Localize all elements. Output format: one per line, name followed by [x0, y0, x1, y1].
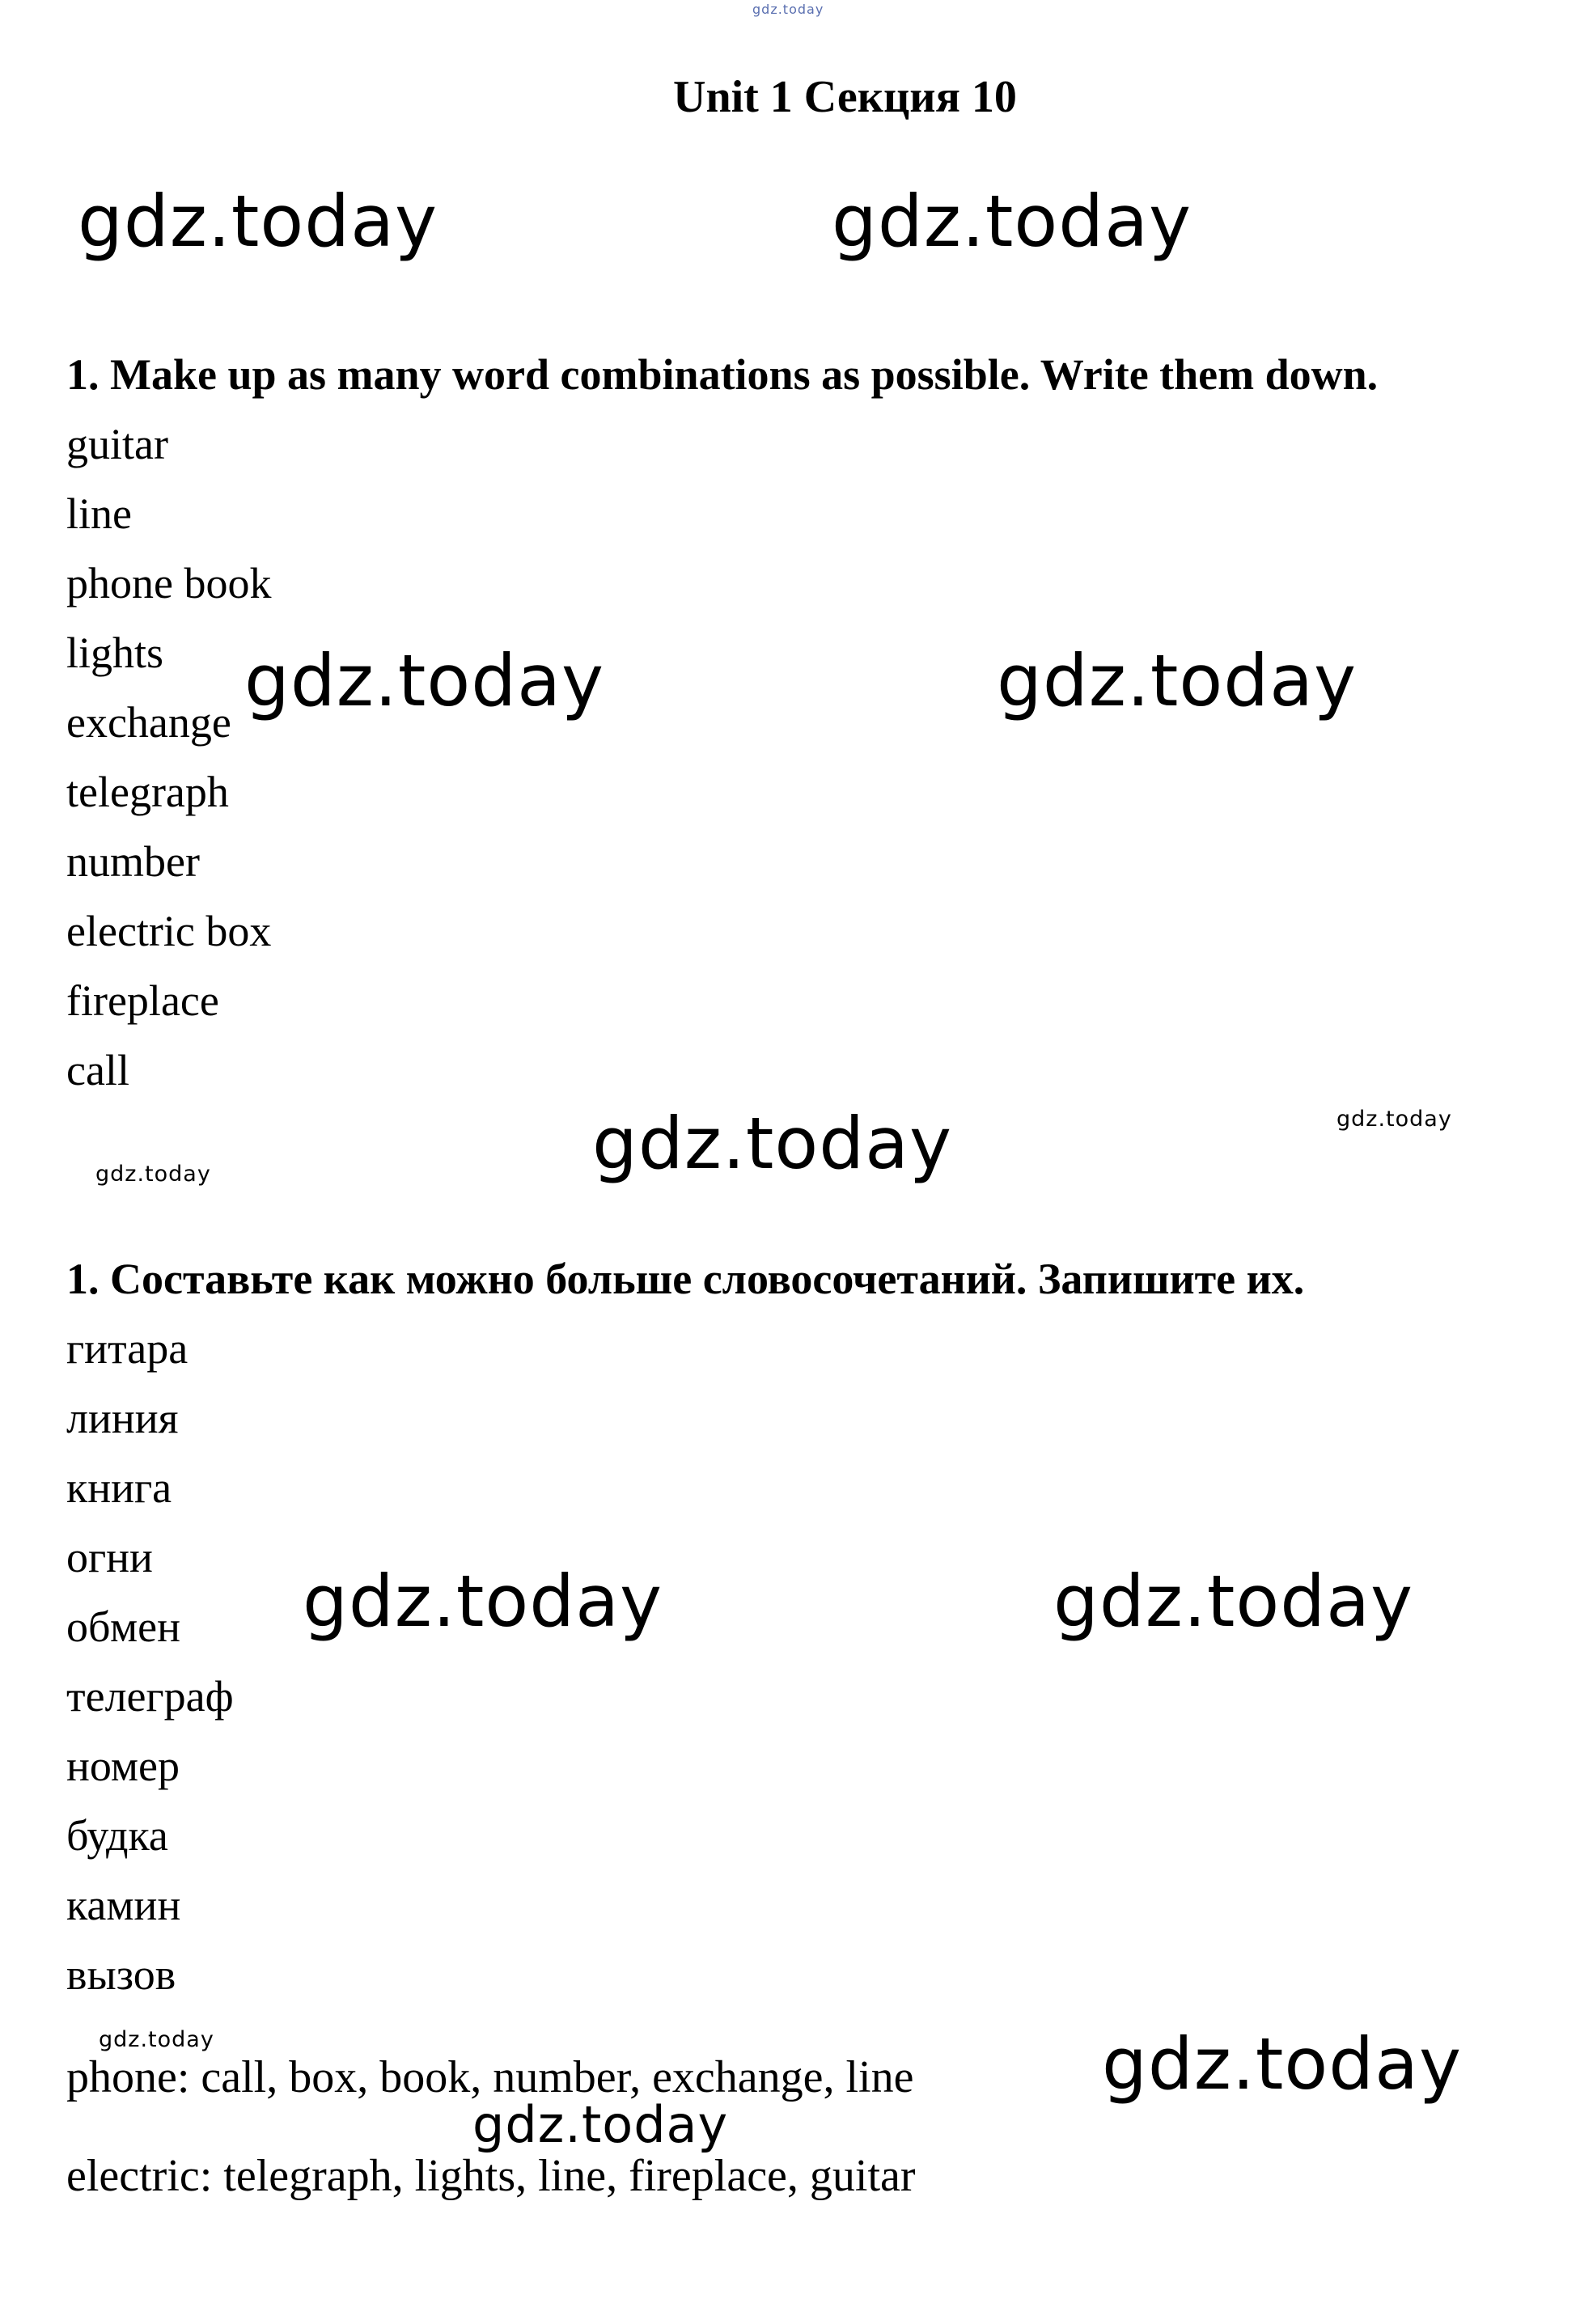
- watermark: gdz.today: [592, 1102, 953, 1185]
- word-item: call: [66, 1046, 129, 1094]
- word-item: камин: [66, 1881, 181, 1929]
- word-item: гитара: [66, 1324, 188, 1373]
- answer-line-phone: phone: call, box, book, number, exchange, line: [66, 2052, 914, 2102]
- word-item: exchange: [66, 698, 231, 747]
- word-item: вызов: [66, 1950, 176, 1999]
- watermark: gdz.today: [1102, 2022, 1463, 2106]
- task-instruction-en: 1. Make up as many word combinations as possible. Write them down.: [66, 350, 1379, 399]
- answer-line-electric: electric: telegraph, lights, line, fireplace, guitar: [66, 2151, 916, 2201]
- word-item: telegraph: [66, 768, 229, 816]
- word-item: guitar: [66, 420, 168, 468]
- task-instruction-ru: 1. Составьте как можно больше словосочетаний. Запишите их.: [66, 1255, 1305, 1303]
- word-item: phone book: [66, 559, 272, 607]
- word-item: книга: [66, 1463, 172, 1512]
- top-watermark: gdz.today: [752, 2, 824, 17]
- watermark: gdz.today: [832, 180, 1192, 263]
- word-item: телеграф: [66, 1672, 234, 1721]
- watermark: gdz.today: [244, 639, 605, 722]
- word-item: number: [66, 837, 200, 886]
- word-item: обмен: [66, 1602, 180, 1651]
- watermark: gdz.today: [99, 2027, 214, 2052]
- watermark: gdz.today: [78, 180, 438, 263]
- watermark: gdz.today: [95, 1162, 211, 1187]
- page-title: Unit 1 Секция 10: [673, 72, 1017, 122]
- word-item: огни: [66, 1533, 153, 1581]
- word-item: будка: [66, 1811, 168, 1860]
- word-item: electric box: [66, 907, 272, 955]
- watermark: gdz.today: [472, 2095, 729, 2154]
- watermark: gdz.today: [997, 639, 1358, 722]
- word-item: line: [66, 489, 132, 538]
- word-item: fireplace: [66, 976, 219, 1025]
- word-item: lights: [66, 629, 164, 677]
- watermark: gdz.today: [1336, 1107, 1452, 1132]
- word-item: номер: [66, 1742, 180, 1790]
- word-item: линия: [66, 1394, 179, 1442]
- watermark: gdz.today: [1053, 1560, 1414, 1643]
- watermark: gdz.today: [303, 1560, 663, 1643]
